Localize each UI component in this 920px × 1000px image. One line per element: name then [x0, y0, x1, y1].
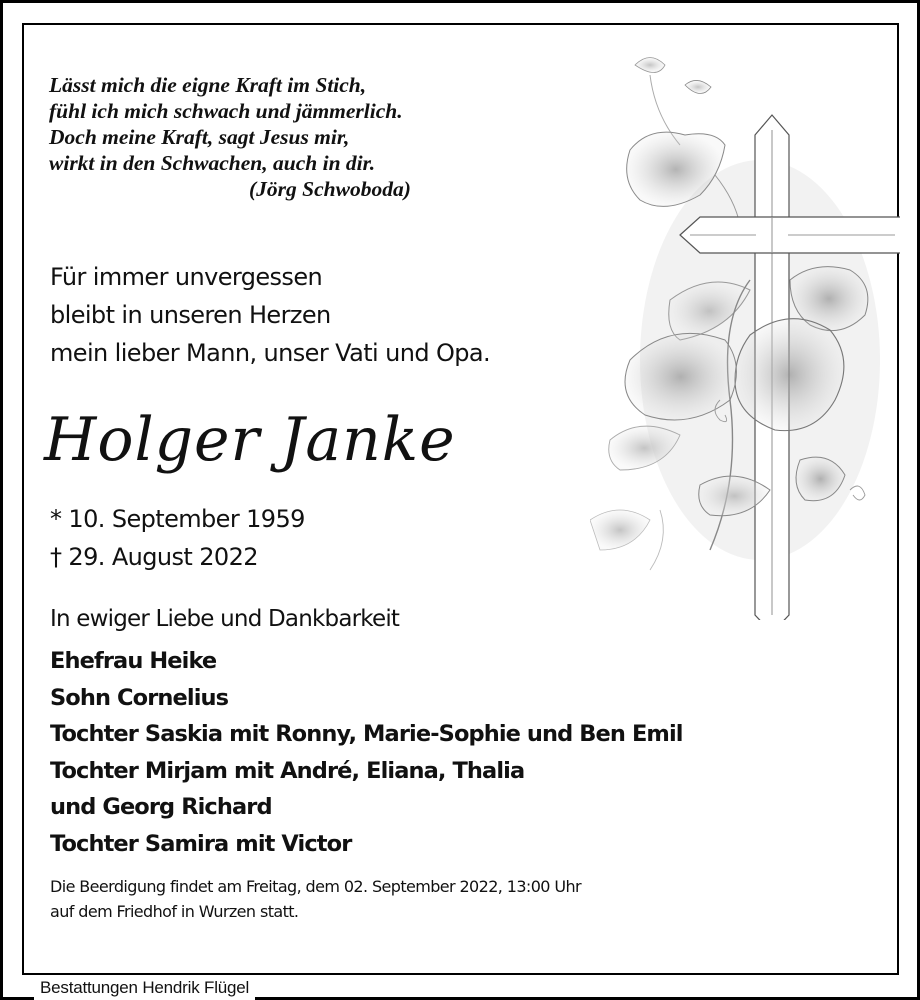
- undertaker-credit: Bestattungen Hendrik Flügel: [34, 976, 255, 1000]
- funeral-line: Die Beerdigung findet am Freitag, dem 02. September 2022, 13:00 Uhr: [50, 877, 581, 896]
- birth-date: * 10. September 1959: [50, 505, 305, 533]
- mourners-intro: In ewiger Liebe und Dankbarkeit: [50, 606, 400, 632]
- intro-line: mein lieber Mann, unser Vati und Opa.: [50, 339, 491, 367]
- mourner-line: Sohn Cornelius: [50, 684, 229, 711]
- poem-line: Lässt mich die eigne Kraft im Stich,: [49, 73, 367, 97]
- death-date: † 29. August 2022: [50, 543, 258, 571]
- mourners-list: [50, 643, 683, 862]
- poem-author: (Jörg Schwoboda): [249, 177, 411, 201]
- intro-text: [50, 258, 490, 372]
- funeral-notice: [50, 874, 581, 924]
- life-dates: [50, 500, 305, 576]
- mourner-line: Ehefrau Heike: [50, 648, 217, 674]
- deceased-name: Holger Janke: [44, 405, 456, 475]
- mourner-line: Tochter Mirjam mit André, Eliana, Thalia: [50, 757, 525, 784]
- poem: [49, 72, 411, 202]
- mourner-line: und Georg Richard: [50, 794, 272, 820]
- poem-line: Doch meine Kraft, sagt Jesus mir,: [49, 125, 350, 149]
- intro-line: Für immer unvergessen: [50, 263, 323, 291]
- poem-line: fühl ich mich schwach und jämmerlich.: [49, 99, 403, 123]
- intro-line: bleibt in unseren Herzen: [50, 301, 331, 329]
- poem-line: wirkt in den Schwachen, auch in dir.: [49, 151, 376, 175]
- funeral-line: auf dem Friedhof in Wurzen statt.: [50, 902, 299, 921]
- mourner-line: Tochter Samira mit Victor: [50, 830, 352, 857]
- cross-with-flowers-icon: [590, 40, 900, 620]
- mourner-line: Tochter Saskia mit Ronny, Marie-Sophie und Ben Emil: [50, 721, 683, 747]
